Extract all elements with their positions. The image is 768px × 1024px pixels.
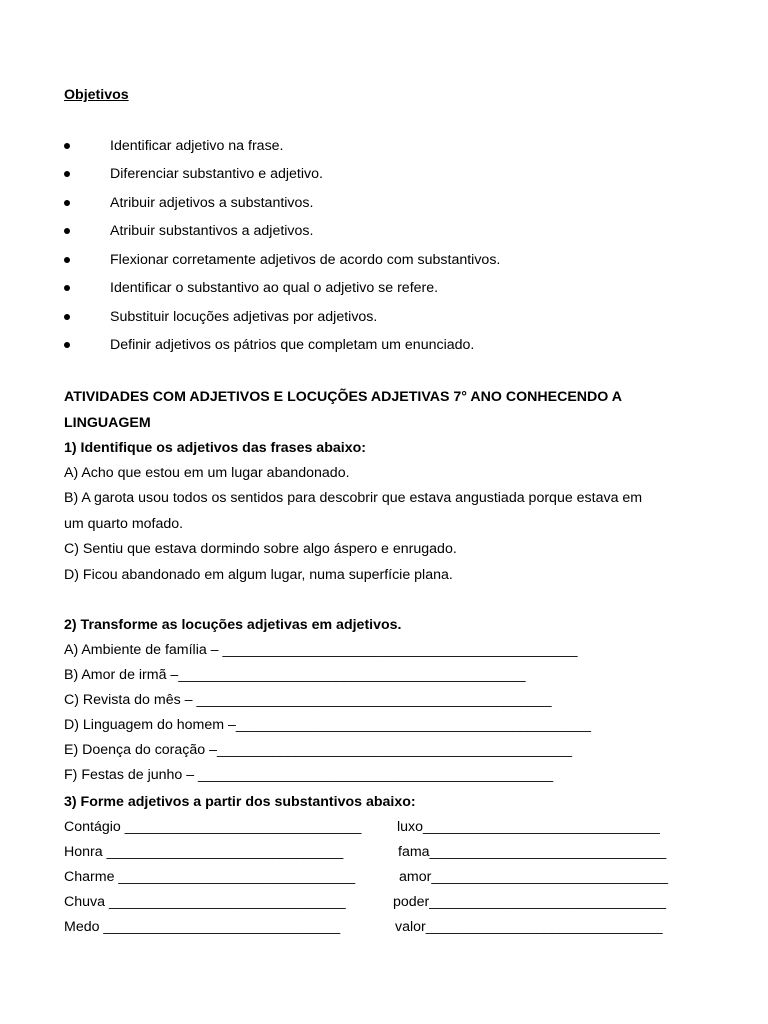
q2-line: E) Doença do coração –_____________________________________________ [64,742,573,758]
q3-heading: 3) Forme adjetivos a partir dos substantivos abaixo: [64,794,416,810]
q1-line: um quarto mofado. [64,516,184,532]
q3-left-item: Medo ______________________________ [64,919,341,935]
q3-right-item: luxo______________________________ [397,819,660,835]
q2-line: F) Festas de junho – _____________________________________________ [64,767,554,783]
objetivo-item: Diferenciar substantivo e adjetivo. [110,166,323,182]
q1-line: A) Acho que estou em um lugar abandonado. [64,465,350,481]
q2-line: B) Amor de irmã –____________________________________________ [64,667,526,683]
q3-right-item: poder______________________________ [393,894,666,910]
q3-left-item: Contágio ______________________________ [64,819,362,835]
q1-line: D) Ficou abandonado em algum lugar, numa superfície plana. [64,567,453,583]
bullet-icon [64,228,70,234]
objetivo-item: Identificar adjetivo na frase. [110,138,284,154]
q2-line: C) Revista do mês – _____________________________________________ [64,692,552,708]
q3-right-item: valor______________________________ [395,919,663,935]
q1-heading: 1) Identifique os adjetivos das frases abaixo: [64,440,366,456]
objetivo-item: Definir adjetivos os pátrios que completam um enunciado. [110,337,475,353]
q2-line: A) Ambiente de família – _____________________________________________ [64,642,578,658]
bullet-icon [64,200,70,206]
bullet-icon [64,171,70,177]
q2-heading: 2) Transforme as locuções adjetivas em adjetivos. [64,617,402,633]
bullet-icon [64,342,70,348]
q3-right-item: fama______________________________ [398,844,667,860]
objetivo-item: Flexionar corretamente adjetivos de acordo com substantivos. [110,252,501,268]
atividades-title-line1: ATIVIDADES COM ADJETIVOS E LOCUÇÕES ADJETIVAS 7° ANO CONHECENDO A [64,389,622,405]
objetivo-item: Atribuir adjetivos a substantivos. [110,195,314,211]
objetivos-title: Objetivos [64,87,129,103]
objetivo-item: Substituir locuções adjetivas por adjetivos. [110,309,378,325]
q1-line: C) Sentiu que estava dormindo sobre algo áspero e enrugado. [64,541,457,557]
objetivo-item: Atribuir substantivos a adjetivos. [110,223,314,239]
atividades-title-line2: LINGUAGEM [64,415,151,431]
q3-left-item: Chuva ______________________________ [64,894,346,910]
bullet-icon [64,257,70,263]
bullet-icon [64,314,70,320]
bullet-icon [64,285,70,291]
q1-line: B) A garota usou todos os sentidos para descobrir que estava angustiada porque estava em [64,490,643,506]
q2-line: D) Linguagem do homem –_____________________________________________ [64,717,591,733]
q3-right-item: amor______________________________ [399,869,669,885]
q3-left-item: Charme ______________________________ [64,869,356,885]
objetivo-item: Identificar o substantivo ao qual o adjetivo se refere. [110,280,439,296]
bullet-icon [64,143,70,149]
q3-left-item: Honra ______________________________ [64,844,344,860]
